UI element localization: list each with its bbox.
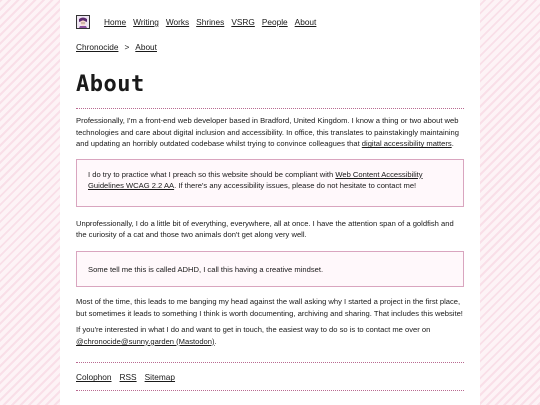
breadcrumb-separator: > (124, 42, 130, 52)
contact-paragraph (76, 324, 464, 347)
footer-link-colophon[interactable]: Colophon (76, 372, 112, 383)
page-container (60, 0, 480, 405)
accessibility-callout-text (88, 169, 452, 192)
footer-divider-top (76, 362, 464, 363)
digital-accessibility-link[interactable]: digital accessibility matters (361, 139, 452, 149)
nav-link-home[interactable]: Home (104, 17, 127, 27)
footer-divider-bottom (76, 390, 464, 391)
projects-paragraph: Most of the time, this leads to me banging my head against the wall asking why I started a project in the first place, but sometimes it leads to something I think is worth documenting, archiving and sharing. That includes this website! (76, 296, 463, 318)
intro-text: Professionally, I'm a front-end web developer based in Bradford, United Kingdom. I know a thing or two about web technologies and care about digital inclusion and accessibility. In office, this translates to painstakingly maintaining and updating an horribly outdated codebase whilst trying to convince colleagues that (76, 116, 460, 149)
intro-end: . (451, 139, 454, 149)
intro-paragraph (76, 115, 464, 150)
contact-end: . (214, 336, 217, 346)
avatar-logo-icon[interactable] (76, 15, 90, 29)
accessibility-callout (76, 159, 464, 207)
unprofessional-paragraph: Unprofessionally, I do a little bit of everything, everywhere, all at once. I have the attention span of a goldfish and the curiosity of a cat and those two animals don't get along very well. (76, 218, 454, 240)
adhd-callout-text: Some tell me this is called ADHD, I call this having a creative mindset. (88, 264, 324, 274)
callout1-pre: I do try to practice what I preach so this website should be compliant with (88, 169, 336, 179)
page-title: About (76, 72, 145, 97)
nav-link-people[interactable]: People (261, 17, 288, 27)
breadcrumb (76, 42, 464, 52)
nav-link-about[interactable]: About (294, 17, 317, 27)
footer-link-sitemap[interactable]: Sitemap (144, 372, 176, 383)
adhd-callout (76, 251, 464, 287)
top-navigation (76, 14, 464, 30)
nav-link-writing[interactable]: Writing (133, 17, 159, 27)
nav-link-works[interactable]: Works (165, 17, 190, 27)
wcag-link[interactable]: Web Content Accessibility Guidelines WCAG 2.2 AA (88, 169, 423, 191)
nav-link-vsrg[interactable]: VSRG (231, 17, 255, 27)
callout1-post: . If there's any accessibility issues, please do not hesitate to contact me! (174, 181, 417, 191)
footer-link-rss[interactable]: RSS (119, 372, 137, 383)
footer-links (76, 372, 464, 382)
breadcrumb-home-link[interactable]: Chronocide (76, 42, 119, 52)
mastodon-link[interactable]: @chronocide@sunny.garden (Mastodon) (76, 336, 215, 346)
breadcrumb-current-link[interactable]: About (135, 42, 157, 52)
contact-text: If you're interested in what I do and want to get in touch, the easiest way to do so is to contact me over on (76, 325, 431, 335)
title-divider (76, 108, 464, 109)
nav-link-shrines[interactable]: Shrines (196, 17, 225, 27)
